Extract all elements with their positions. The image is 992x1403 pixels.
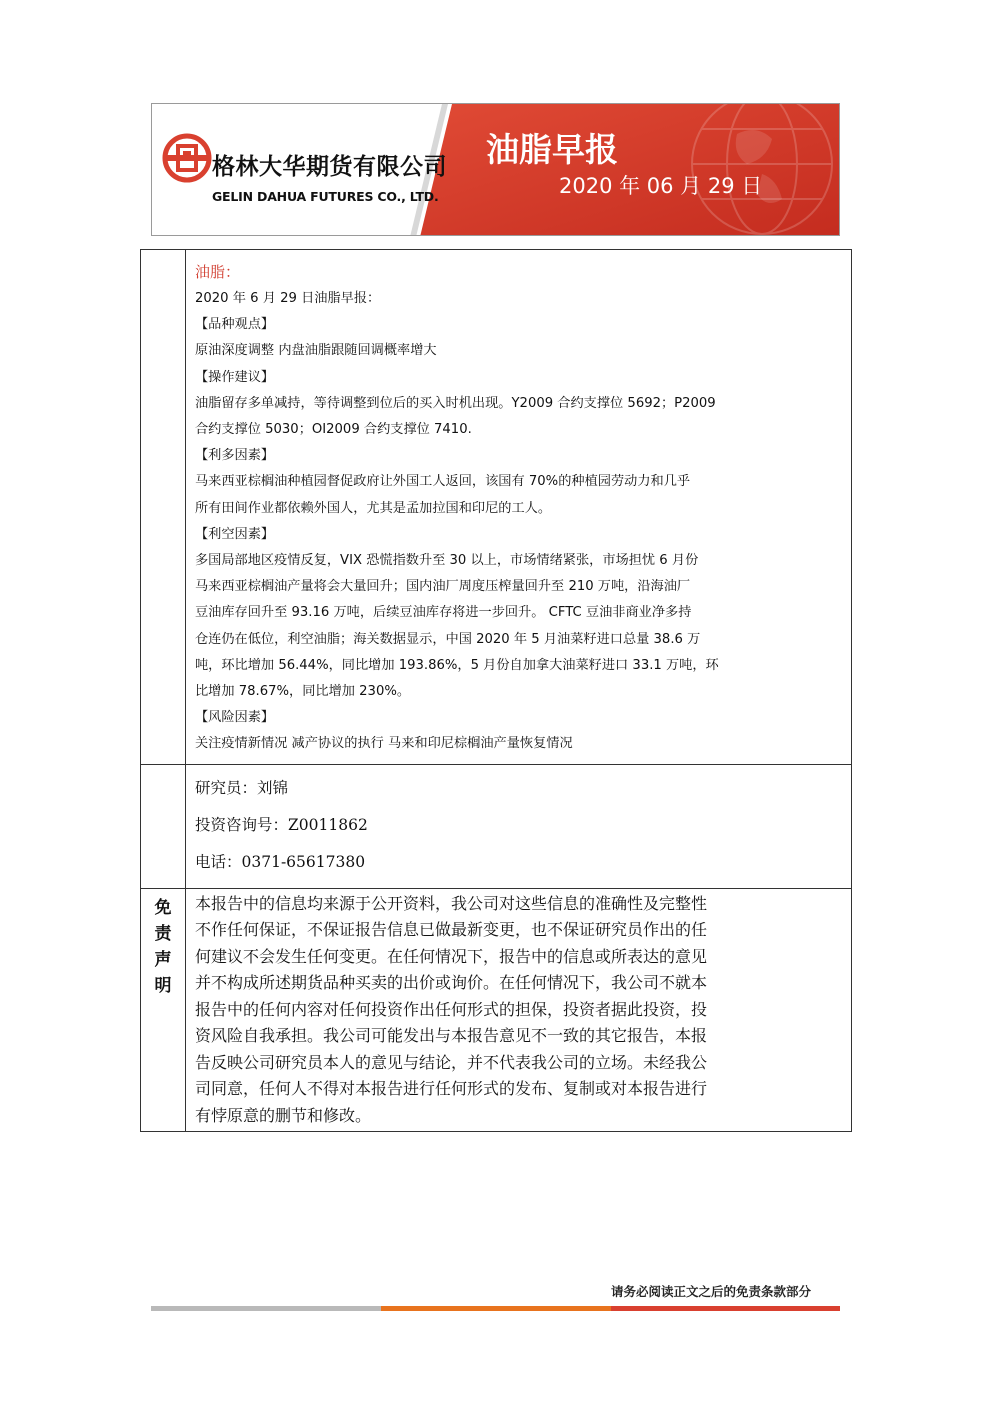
disclaimer-line: 告反映公司研究员本人的意见与结论，并不代表我公司的立场。未经我公 <box>195 1052 708 1072</box>
report-title: 油脂早报 <box>486 130 618 169</box>
disclaimer-label-char: 免 <box>154 897 172 918</box>
report-line: 【操作建议】 <box>195 369 275 385</box>
report-line: 所有田间作业都依赖外国人，尤其是孟加拉国和印尼的工人。 <box>195 500 552 516</box>
disclaimer-line: 不作任何保证，不保证报告信息已做最新变更，也不保证研究员作出的任 <box>195 920 708 940</box>
footer-bar-red <box>611 1306 840 1311</box>
researcher-phone: 电话：0371-65617380 <box>195 852 366 871</box>
report-line: 关注疫情新情况 减产协议的执行 马来和印尼棕榈油产量恢复情况 <box>195 736 573 752</box>
report-table <box>140 249 852 1132</box>
researcher-row <box>141 764 852 888</box>
report-line: 仓连仍在低位，利空油脂；海关数据显示，中国 2020 年 5 月油菜籽进口总量 38.6 万 <box>195 631 701 647</box>
report-line: 豆油库存回升至 93.16 万吨，后续豆油库存将进一步回升。 CFTC 豆油非商业净多持 <box>195 605 692 621</box>
researcher-info-cell <box>186 764 852 888</box>
report-content-cell <box>186 250 852 765</box>
footer-disclaimer-note: 请务必阅读正文之后的免责条款部分 <box>611 1284 812 1299</box>
disclaimer-line: 有悖原意的删节和修改。 <box>195 1105 372 1125</box>
report-line: 马来西亚棕榈油产量将会大量回升；国内油厂周度压榨量回升至 210 万吨，沿海油厂 <box>195 579 691 595</box>
report-line: 2020 年 6 月 29 日油脂早报： <box>195 291 381 306</box>
report-row <box>141 250 852 765</box>
footer-bar-orange <box>381 1306 611 1311</box>
footer-bar-gray <box>151 1306 381 1311</box>
report-label-cell <box>141 250 186 765</box>
researcher-name: 研究员：刘锦 <box>195 778 289 797</box>
company-name-cn: 格林大华期货有限公司 <box>212 154 447 180</box>
disclaimer-text <box>186 888 852 1132</box>
researcher-license: 投资咨询号：Z0011862 <box>195 815 368 834</box>
disclaimer-label-char: 声 <box>154 949 172 970</box>
researcher-label-cell <box>141 764 186 888</box>
report-line: 【品种观点】 <box>195 317 275 333</box>
disclaimer-label-char: 明 <box>154 975 172 996</box>
report-line: 原油深度调整 内盘油脂跟随回调概率增大 <box>195 343 437 359</box>
disclaimer-line: 司同意，任何人不得对本报告进行任何形式的发布、复制或对本报告进行 <box>195 1079 708 1099</box>
report-line: 多国局部地区疫情反复，VIX 恐慌指数升至 30 以上，市场情绪紧张，市场担忧 6 月份 <box>195 553 699 569</box>
company-logo-icon <box>162 133 212 183</box>
disclaimer-row <box>141 888 852 1132</box>
disclaimer-line: 资风险自我承担。我公司可能发出与本报告意见不一致的其它报告，本报 <box>195 1026 708 1046</box>
disclaimer-label-char: 责 <box>154 923 172 944</box>
disclaimer-line: 并不构成所述期货品种买卖的出价或询价。在任何情况下，我公司不就本 <box>195 973 708 993</box>
disclaimer-line: 本报告中的信息均来源于公开资料，我公司对这些信息的准确性及完整性 <box>195 893 708 913</box>
disclaimer-line: 报告中的任何内容对任何投资作出任何形式的担保，投资者据此投资，投 <box>195 999 708 1019</box>
report-line: 【风险因素】 <box>195 710 275 726</box>
footer-color-bar <box>151 1306 840 1311</box>
report-date: 2020 年 06 月 29 日 <box>559 174 763 198</box>
disclaimer-line: 何建议不会发生任何变更。在任何情况下，报告中的信息或所表达的意见 <box>195 946 708 966</box>
company-name-en: GELIN DAHUA FUTURES CO., LTD. <box>212 189 439 204</box>
report-line: 【利多因素】 <box>195 448 275 464</box>
report-line: 油脂留存多单减持，等待调整到位后的买入时机出现。Y2009 合约支撑位 5692；P2009 <box>195 395 716 411</box>
section-title: 油脂： <box>195 263 241 281</box>
report-line: 合约支撑位 5030；OI2009 合约支撑位 7410. <box>195 422 472 438</box>
report-line: 吨，环比增加 56.44%，同比增加 193.86%，5 月份自加拿大油菜籽进口 33.1 万吨，环 <box>195 657 719 673</box>
report-line: 【利空因素】 <box>195 526 275 542</box>
report-line: 比增加 78.67%，同比增加 230%。 <box>195 684 411 700</box>
report-header-banner <box>151 103 840 236</box>
report-line: 马来西亚棕榈油种植园督促政府让外国工人返回，该国有 70%的种植园劳动力和几乎 <box>195 474 691 490</box>
disclaimer-label <box>141 888 186 1132</box>
